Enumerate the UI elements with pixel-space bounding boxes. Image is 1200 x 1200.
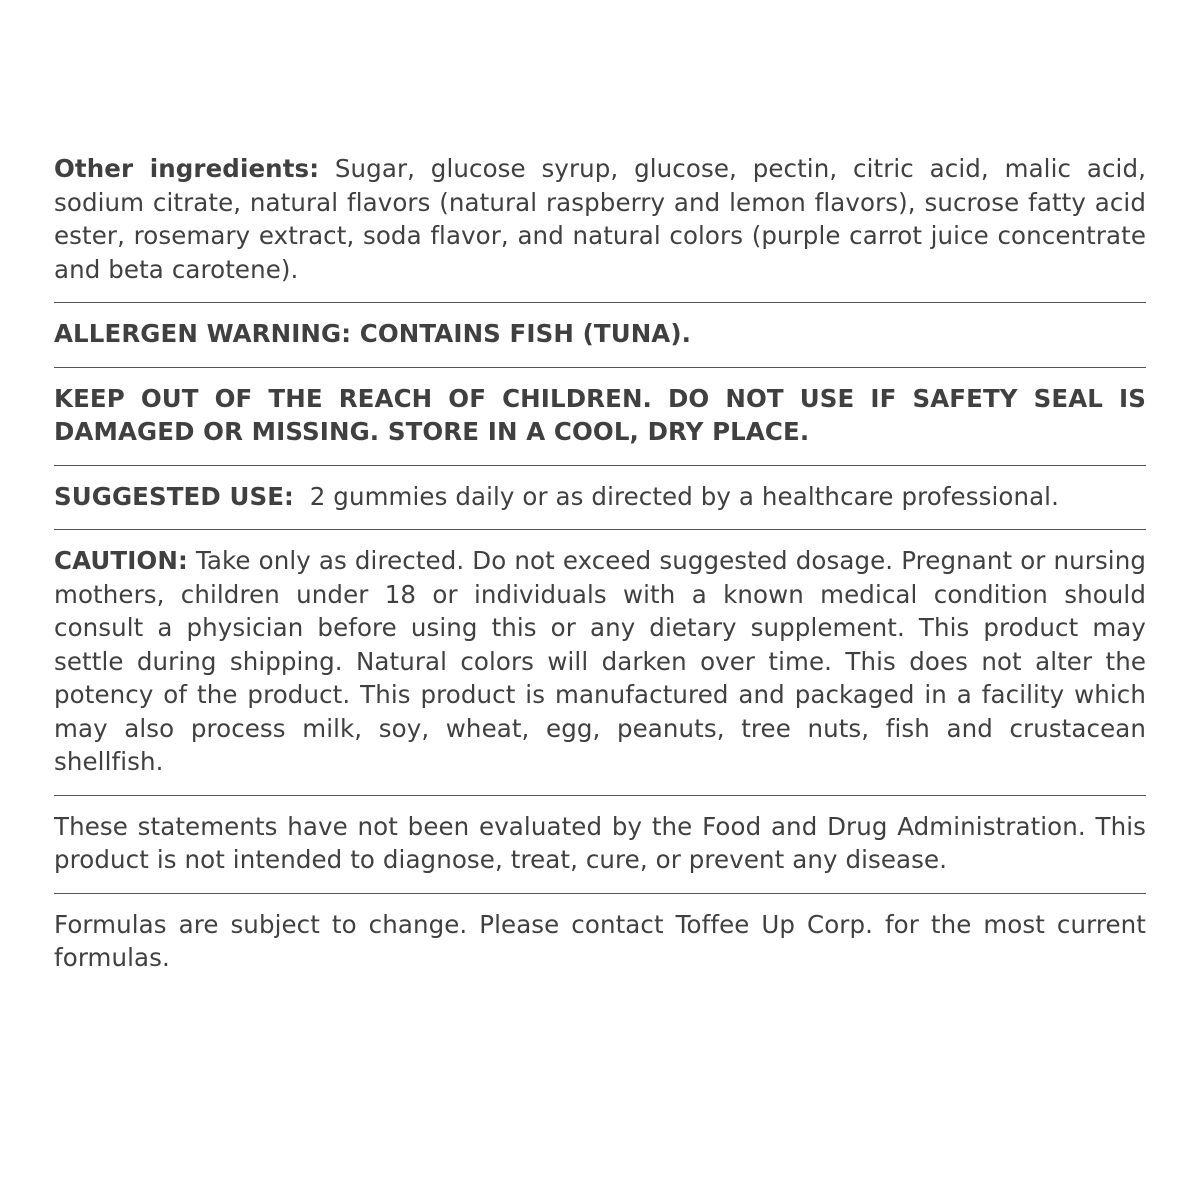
- caution-text: Take only as directed. Do not exceed suggested dosage. Pregnant or nursing mothers, children under 18 or individuals with a known medical condition should consult a physician before using this or any dietary supplement. This product may settle during shipping. Natural colors will darken over time. This does not alter the potency of the product. This product is manufactured and packaged in a facility which may also process milk, soy, wheat, egg, peanuts, tree nuts, fish and crustacean shellfish.: [54, 546, 1146, 776]
- section-divider: [54, 465, 1146, 466]
- suggested-use-section: [54, 480, 1146, 514]
- section-divider: [54, 302, 1146, 303]
- section-divider: [54, 893, 1146, 894]
- formulas-notice: Formulas are subject to change. Please contact Toffee Up Corp. for the most current formulas.: [54, 909, 1146, 972]
- suggested-use-heading: SUGGESTED USE:: [54, 481, 294, 511]
- suggested-use-text: 2 gummies daily or as directed by a healthcare professional.: [293, 481, 1059, 511]
- supplement-label-panel: [54, 152, 1146, 975]
- keep-out-warning: KEEP OUT OF THE REACH OF CHILDREN. DO NOT USE IF SAFETY SEAL IS DAMAGED OR MISSING. STORE IN A COOL, DRY PLACE.: [54, 383, 1146, 446]
- fda-disclaimer: These statements have not been evaluated by the Food and Drug Administration. This product is not intended to diagnose, treat, cure, or prevent any disease.: [54, 811, 1146, 874]
- other-ingredients-section: [54, 152, 1146, 286]
- other-ingredients-text: Sugar, glucose syrup, glucose, pectin, citric acid, malic acid, sodium citrate, natural flavors (natural raspberry and lemon flavors), sucrose fatty acid ester, rosemary extract, soda flavor, and natural colors (purple carrot juice concentrate and beta carotene).: [54, 154, 1146, 284]
- caution-heading: CAUTION:: [54, 546, 188, 575]
- other-ingredients-heading: Other ingredients:: [54, 154, 320, 183]
- section-divider: [54, 367, 1146, 368]
- caution-section: [54, 544, 1146, 779]
- section-divider: [54, 795, 1146, 796]
- allergen-warning: ALLERGEN WARNING: CONTAINS FISH (TUNA).: [54, 319, 692, 348]
- section-divider: [54, 529, 1146, 530]
